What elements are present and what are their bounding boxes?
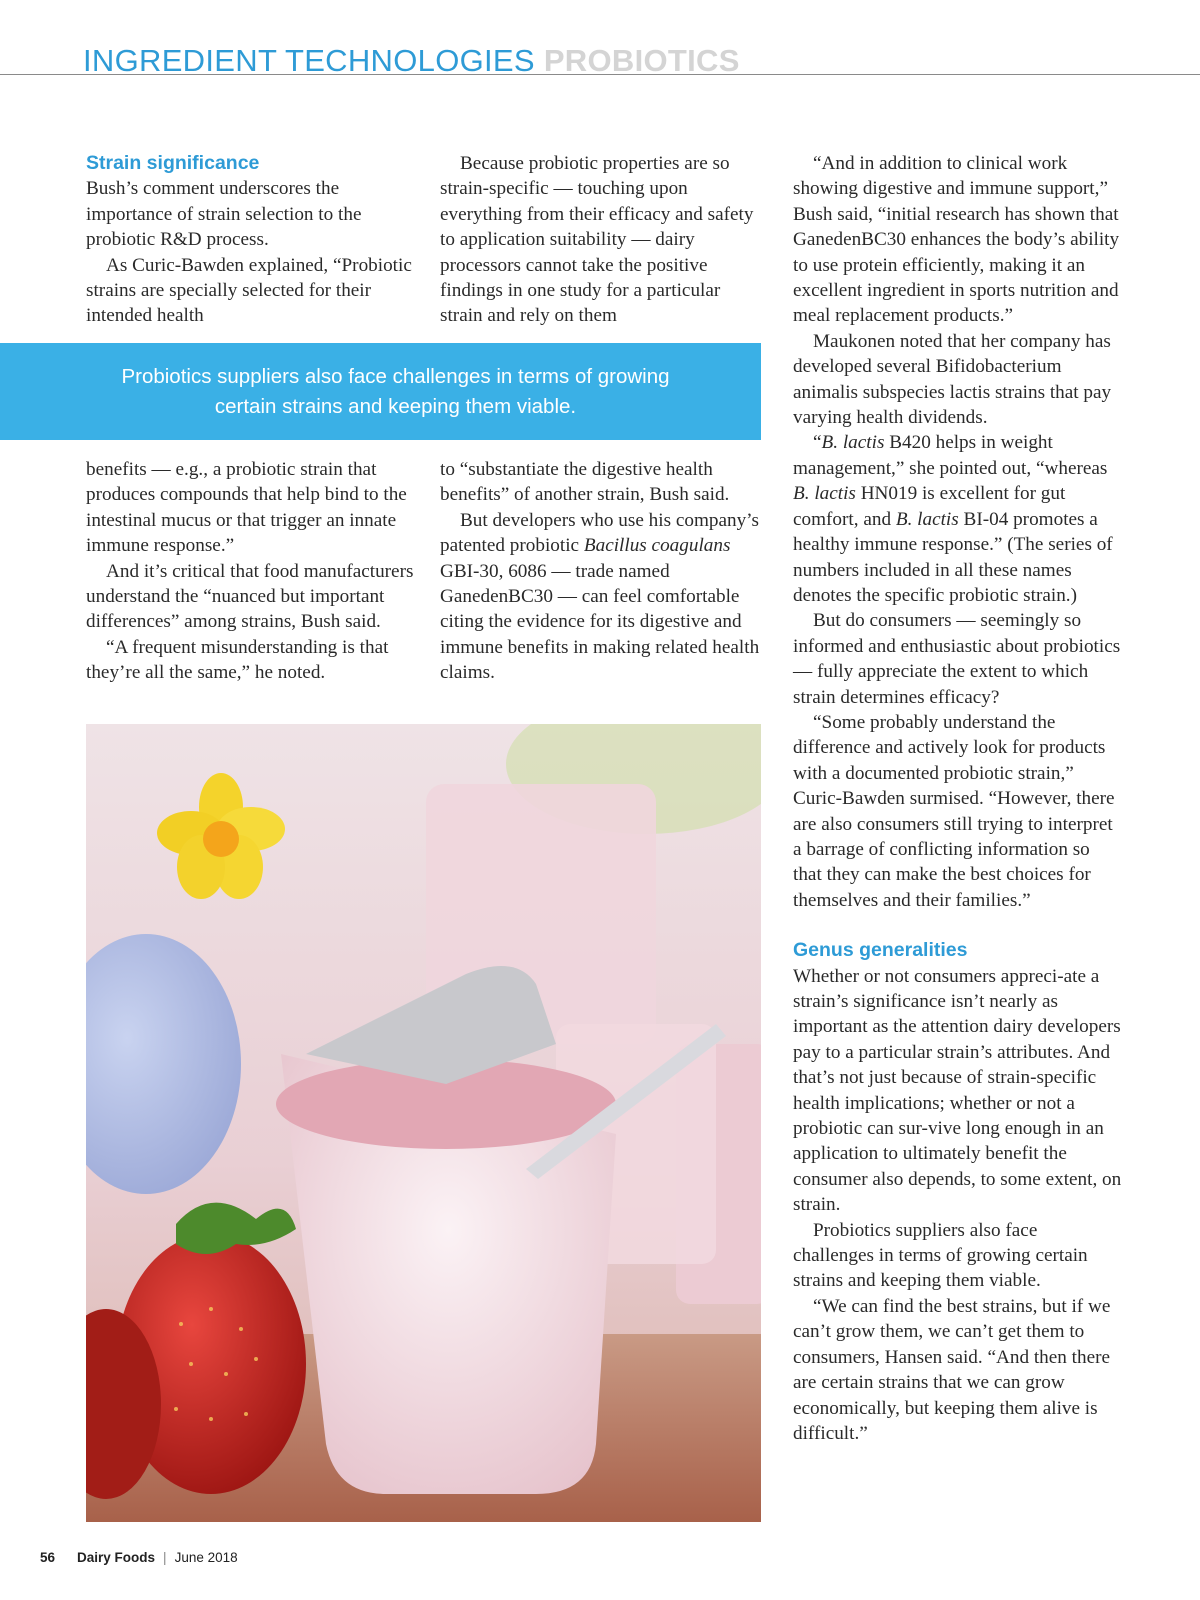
species-name: B. lactis bbox=[821, 432, 885, 454]
paragraph: Maukonen noted that her company has developed several Bifidobacterium animalis subspecies lactis strains that pay varying health dividends. bbox=[793, 330, 1112, 429]
column-2-bottom bbox=[440, 457, 762, 686]
paragraph: But do consumers — seemingly so informed and enthusiastic about probiotics — fully appreciate the extent to which strain determines efficacy? bbox=[793, 610, 1121, 708]
heading-strain-significance: Strain significance bbox=[86, 152, 260, 174]
paragraph: “And in addition to clinical work showing digestive and immune support,” Bush said, “initial research has shown that GanedenBC30 enhances the body’s ability to use protein efficiently, making it an excellent ingredient in sports nutrition and meal replacement products.” bbox=[793, 153, 1120, 327]
text-run: HN019 is excellent for gut comfort, and bbox=[793, 483, 1066, 530]
paragraph: As Curic-Bawden explained, “Probiotic strains are specially selected for their intended health bbox=[86, 254, 412, 327]
magazine-name: Dairy Foods bbox=[77, 1550, 156, 1565]
text-run: B420 helps in weight management,” she pointed out, “whereas bbox=[793, 432, 1108, 479]
pull-quote bbox=[0, 343, 761, 440]
paragraph bbox=[440, 508, 762, 686]
text-run: “ bbox=[813, 432, 822, 454]
footer-separator: | bbox=[163, 1550, 167, 1565]
column-1-bottom bbox=[86, 457, 416, 686]
heading-genus-generalities: Genus generalities bbox=[793, 939, 968, 962]
species-name: B. lactis bbox=[895, 508, 959, 530]
paragraph: benefits — e.g., a probiotic strain that produces compounds that help bind to the intestinal mucus or that trigger an innate immune response.” bbox=[86, 459, 407, 557]
column-1-top bbox=[86, 151, 416, 329]
text-run: GBI-30, 6086 — trade named GanedenBC30 — can feel comfortable citing the evidence for its digestive and immune benefits in making related health claims. bbox=[440, 560, 760, 684]
topic-label: PROBIOTICS bbox=[543, 43, 740, 78]
paragraph: Probiotics suppliers also face challenges in terms of growing certain strains and keeping them viable. bbox=[793, 1219, 1088, 1292]
paragraph: “We can find the best strains, but if we can’t grow them, we can’t get them to consumers, Hansen said. “And then there are certain strains that we can grow economically, but keeping them alive is difficult.” bbox=[793, 1295, 1111, 1444]
pull-quote-text: Probiotics suppliers also face challenges in terms of growing certain strains and keeping them viable. bbox=[121, 364, 670, 418]
page-number: 56 bbox=[40, 1550, 56, 1565]
header-divider bbox=[0, 74, 1200, 75]
page-footer bbox=[40, 1550, 238, 1565]
paragraph: Bush’s comment underscores the importance of strain selection to the probiotic R&D process. bbox=[86, 178, 362, 251]
paragraph: And it’s critical that food manufacturers understand the “nuanced but important differences” among strains, Bush said. bbox=[86, 560, 414, 633]
species-name: Bacillus coagulans bbox=[583, 535, 731, 557]
photo-illustration bbox=[86, 724, 761, 1522]
paragraph bbox=[793, 430, 1123, 608]
yogurt-strawberry-photo bbox=[86, 724, 761, 1522]
paragraph: Because probiotic properties are so strain-specific — touching upon everything from their efficacy and safety to application suitability — dairy processors cannot take the positive findings in one study for a particular strain and rely on them bbox=[440, 153, 754, 327]
species-name: B. lactis bbox=[793, 483, 856, 505]
paragraph: “A frequent misunderstanding is that they’re all the same,” he noted. bbox=[86, 636, 389, 684]
text-run: But developers who use his company’s patented probiotic bbox=[440, 509, 759, 557]
paragraph: “Some probably understand the difference and actively look for products with a documented probiotic strain,” Curic-Bawden surmised. “However, there are also consumers still trying to interpret a barrage of conflicting information so that they can make the best choices for themselves and their families.” bbox=[793, 711, 1115, 911]
column-2-top bbox=[440, 151, 762, 329]
paragraph: Whether or not consumers appreci-ate a strain’s significance isn’t nearly as important as the attention dairy developers pay to a particular strain’s attributes. And that’s not just because of strain-specific health implications; whether or not a probiotic can sur-vive long enough in an application to ultimately benefit the consumer also depends, to some extent, on strain. bbox=[793, 965, 1122, 1216]
issue-date: June 2018 bbox=[174, 1550, 238, 1565]
paragraph: to “substantiate the digestive health benefits” of another strain, Bush said. bbox=[440, 459, 730, 506]
section-label: INGREDIENT TECHNOLOGIES bbox=[83, 43, 535, 78]
text-run: BI-04 promotes a healthy immune response.” (The series of numbers included in all these names denotes the specific probiotic strain.) bbox=[793, 508, 1113, 606]
column-3 bbox=[793, 151, 1123, 1446]
